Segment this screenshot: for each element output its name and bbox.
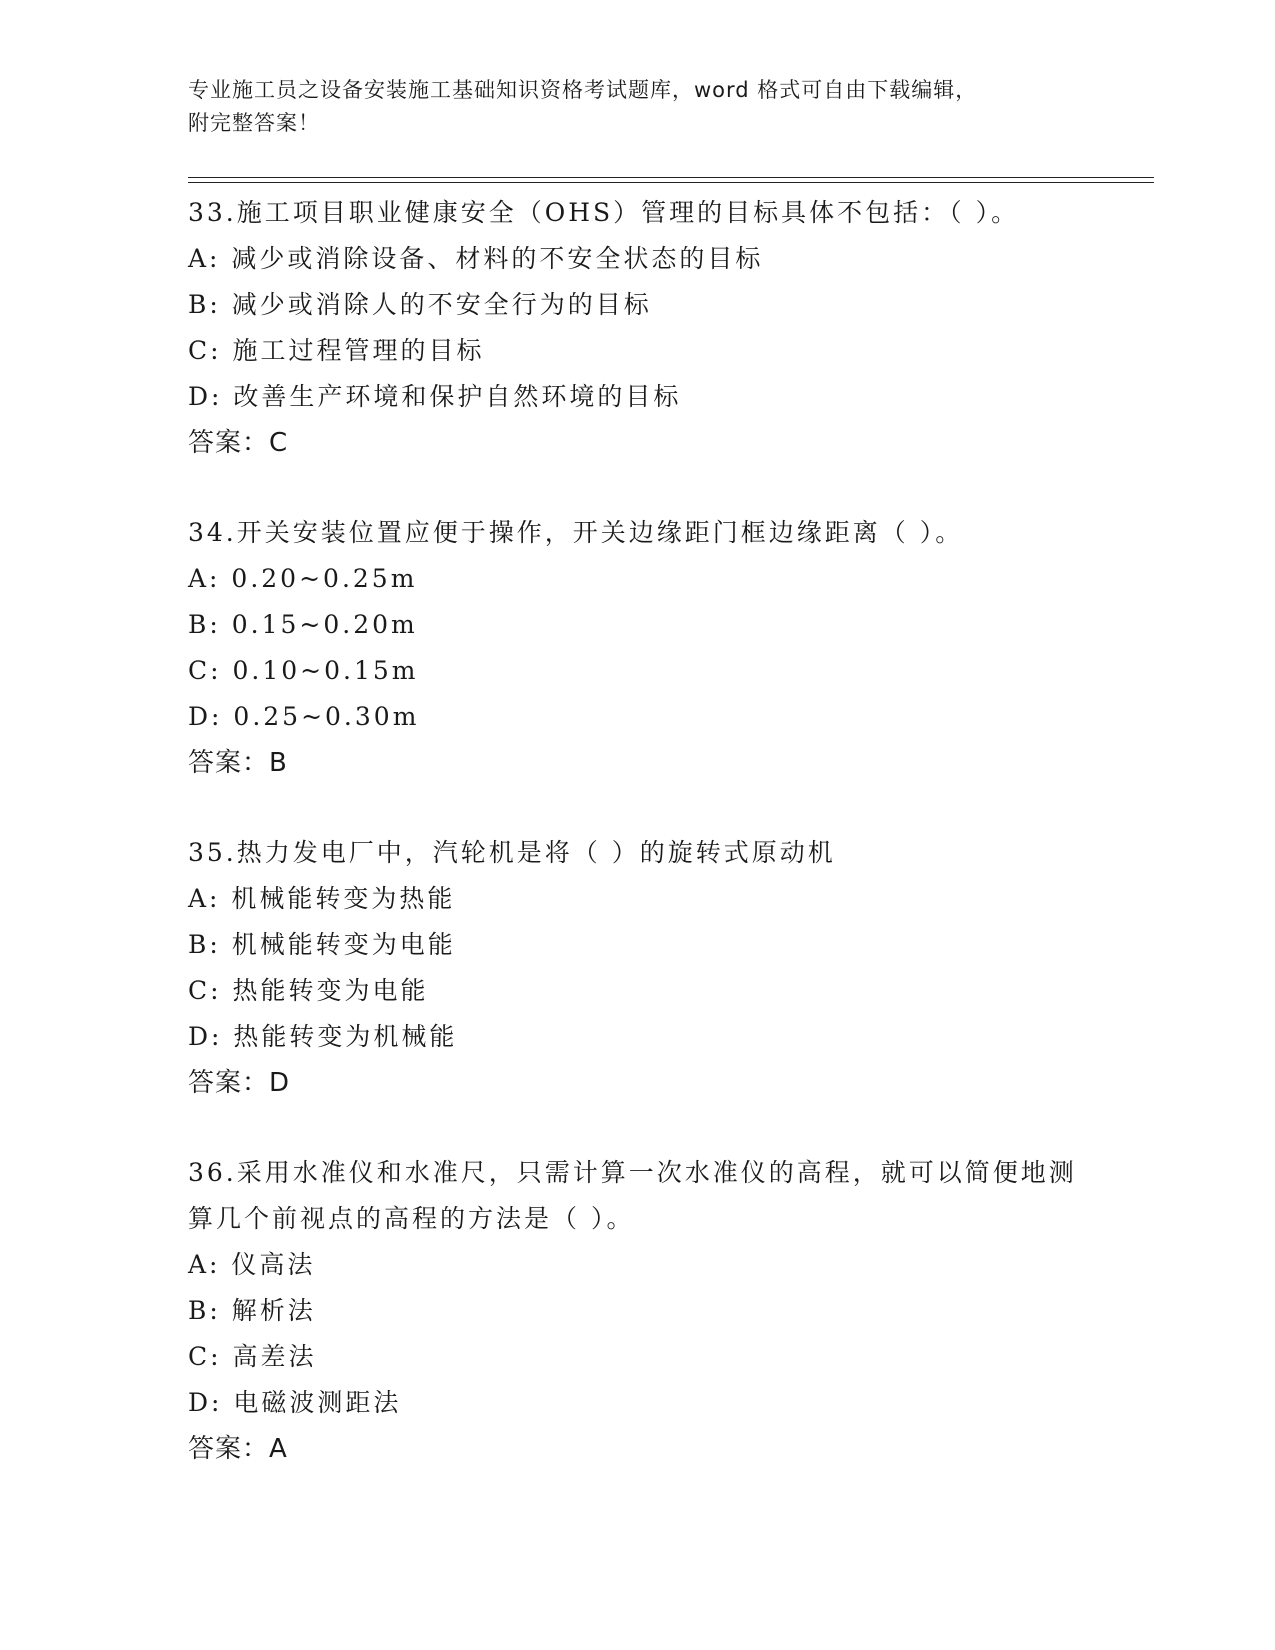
question-text: 33.施工项目职业健康安全（OHS）管理的目标具体不包括：（ ）。 — [188, 198, 1020, 227]
answer: 答案：D — [188, 1068, 291, 1098]
option-a: A: 0.20~0.25m — [188, 564, 418, 593]
option-b: B: 机械能转变为电能 — [188, 930, 456, 959]
answer: 答案：A — [188, 1434, 288, 1464]
answer: 答案：C — [188, 428, 289, 458]
question-35 — [188, 830, 1154, 1106]
option-a: A: 仪高法 — [188, 1250, 316, 1279]
header-line-2: 附完整答案！ — [188, 111, 320, 135]
question-text: 35.热力发电厂中，汽轮机是将（ ）的旋转式原动机 — [188, 838, 836, 867]
question-list — [188, 190, 1154, 1516]
option-a: A: 减少或消除设备、材料的不安全状态的目标 — [188, 244, 764, 273]
question-text: 34.开关安装位置应便于操作，开关边缘距门框边缘距离（ ）。 — [188, 518, 964, 547]
option-b: B: 解析法 — [188, 1296, 316, 1325]
option-b: B: 0.15~0.20m — [188, 610, 418, 639]
header-divider-bottom — [188, 182, 1154, 183]
answer: 答案：B — [188, 748, 288, 778]
question-33 — [188, 190, 1154, 466]
option-d: D: 热能转变为机械能 — [188, 1022, 458, 1051]
option-b: B: 减少或消除人的不安全行为的目标 — [188, 290, 652, 319]
question-36 — [188, 1150, 1154, 1472]
header-divider-top — [188, 177, 1154, 178]
option-c: C: 热能转变为电能 — [188, 976, 429, 1005]
option-d: D: 0.25~0.30m — [188, 702, 420, 731]
question-34 — [188, 510, 1154, 786]
question-text: 36.采用水准仪和水准尺，只需计算一次水准仪的高程，就可以简便地测算几个前视点的高程的方法是（ ）。 — [188, 1158, 1077, 1233]
option-d: D: 改善生产环境和保护自然环境的目标 — [188, 382, 682, 411]
option-c: C: 0.10~0.15m — [188, 656, 419, 685]
header-line-1: 专业施工员之设备安装施工基础知识资格考试题库，word 格式可自由下载编辑， — [188, 78, 978, 102]
option-d: D: 电磁波测距法 — [188, 1388, 402, 1417]
document-header — [188, 74, 1068, 140]
option-a: A: 机械能转变为热能 — [188, 884, 456, 913]
option-c: C: 施工过程管理的目标 — [188, 336, 485, 365]
option-c: C: 高差法 — [188, 1342, 317, 1371]
